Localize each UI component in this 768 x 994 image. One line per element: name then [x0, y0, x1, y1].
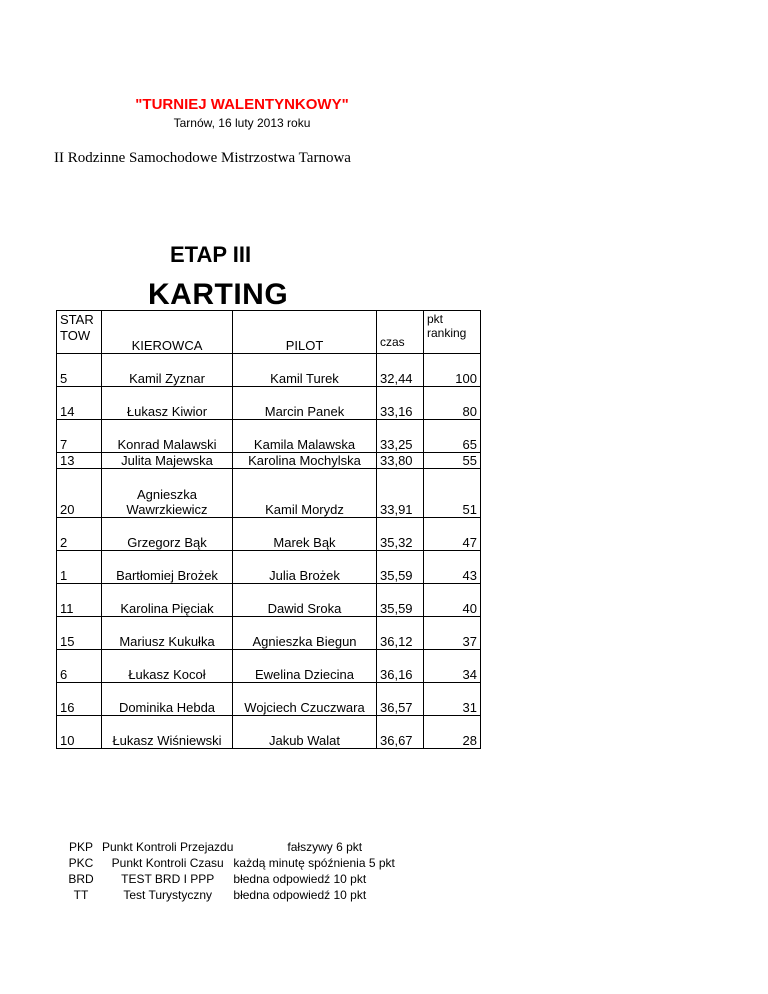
- cell-pilot: Julia Brożek: [233, 551, 377, 584]
- header-start: [57, 311, 102, 354]
- legend-penalty: fałszywy 6 pkt: [287, 840, 363, 854]
- cell-start: 11: [57, 584, 102, 617]
- legend-row: [60, 839, 462, 855]
- cell-time: 33,25: [377, 420, 424, 453]
- cell-time: 35,59: [377, 551, 424, 584]
- cell-points: 28: [424, 716, 481, 749]
- cell-start: 10: [57, 716, 102, 749]
- event-heading: KARTING: [148, 278, 289, 311]
- cell-start: 2: [57, 518, 102, 551]
- cell-start: 13: [57, 453, 102, 469]
- cell-driver: Kamil Zyznar: [102, 354, 233, 387]
- cell-pilot: Marcin Panek: [233, 387, 377, 420]
- cell-pilot: Ewelina Dziecina: [233, 650, 377, 683]
- cell-start: 5: [57, 354, 102, 387]
- cell-points: 43: [424, 551, 481, 584]
- cell-driver: Bartłomiej Brożek: [102, 551, 233, 584]
- tournament-title: "TURNIEJ WALENTYNKOWY": [135, 96, 349, 113]
- cell-driver: Julita Majewska: [102, 453, 233, 469]
- cell-time: 33,16: [377, 387, 424, 420]
- header-pilot: PILOT: [233, 311, 377, 354]
- cell-time: 33,80: [377, 453, 424, 469]
- legend-code: PKP: [68, 840, 93, 854]
- legend-code: BRD: [68, 872, 94, 886]
- cell-time: 35,59: [377, 584, 424, 617]
- cell-points: 55: [424, 453, 481, 469]
- event-date-location: Tarnów, 16 luty 2013 roku: [173, 116, 311, 130]
- legend-penalty: każdą minutę spóźnienia 5 pkt: [233, 856, 395, 870]
- cell-pilot: Agnieszka Biegun: [233, 617, 377, 650]
- header-driver: KIEROWCA: [102, 311, 233, 354]
- legend-name: Test Turystyczny: [123, 888, 213, 902]
- cell-start: 14: [57, 387, 102, 420]
- cell-points: 100: [424, 354, 481, 387]
- championship-name: II Rodzinne Samochodowe Mistrzostwa Tarnowa: [54, 150, 351, 166]
- cell-points: 34: [424, 650, 481, 683]
- cell-points: 80: [424, 387, 481, 420]
- header-start-line2: TOW: [60, 328, 91, 343]
- legend-name: Punkt Kontroli Czasu: [111, 856, 224, 870]
- cell-pilot: Wojciech Czuczwara: [233, 683, 377, 716]
- cell-driver: Grzegorz Bąk: [102, 518, 233, 551]
- cell-pilot: Jakub Walat: [233, 716, 377, 749]
- cell-pilot: Dawid Sroka: [233, 584, 377, 617]
- header-points-line1: pkt: [427, 312, 444, 326]
- cell-points: 51: [424, 469, 481, 518]
- cell-driver: Łukasz Kocoł: [102, 650, 233, 683]
- cell-points: 37: [424, 617, 481, 650]
- cell-time: 36,67: [377, 716, 424, 749]
- cell-pilot: Kamil Turek: [233, 354, 377, 387]
- cell-driver: Mariusz Kukułka: [102, 617, 233, 650]
- legend-row: [60, 887, 462, 903]
- cell-start: 1: [57, 551, 102, 584]
- cell-time: 33,91: [377, 469, 424, 518]
- cell-time: 36,57: [377, 683, 424, 716]
- cell-driver: Łukasz Wiśniewski: [102, 716, 233, 749]
- cell-pilot: Marek Bąk: [233, 518, 377, 551]
- cell-start: 20: [57, 469, 102, 518]
- cell-start: 16: [57, 683, 102, 716]
- legend-name: TEST BRD I PPP: [121, 872, 215, 886]
- cell-points: 40: [424, 584, 481, 617]
- cell-driver: Łukasz Kiwior: [102, 387, 233, 420]
- header-time: czas: [377, 311, 424, 354]
- cell-driver: Agnieszka Wawrzkiewicz: [102, 469, 233, 518]
- penalty-legend: [60, 839, 462, 903]
- cell-driver: Karolina Pięciak: [102, 584, 233, 617]
- stage-heading: ETAP III: [170, 242, 252, 267]
- cell-points: 47: [424, 518, 481, 551]
- cell-start: 7: [57, 420, 102, 453]
- legend-penalty: błedna odpowiedź 10 pkt: [233, 872, 367, 886]
- legend-code: PKC: [68, 856, 94, 870]
- cell-driver: Konrad Malawski: [102, 420, 233, 453]
- header-points-line2: ranking: [427, 326, 467, 340]
- cell-time: 32,44: [377, 354, 424, 387]
- cell-time: 36,12: [377, 617, 424, 650]
- cell-points: 31: [424, 683, 481, 716]
- header-start-line1: STAR: [60, 312, 94, 327]
- legend-row: [60, 871, 462, 887]
- legend-code: TT: [73, 888, 89, 902]
- table-header-row: [57, 311, 481, 354]
- cell-time: 35,32: [377, 518, 424, 551]
- cell-time: 36,16: [377, 650, 424, 683]
- header-points: [424, 311, 481, 354]
- cell-pilot: Karolina Mochylska: [233, 453, 377, 469]
- legend-name: Punkt Kontroli Przejazdu: [102, 840, 234, 854]
- cell-start: 15: [57, 617, 102, 650]
- cell-driver: Dominika Hebda: [102, 683, 233, 716]
- cell-pilot: Kamil Morydz: [233, 469, 377, 518]
- legend-penalty: błedna odpowiedź 10 pkt: [233, 888, 367, 902]
- legend-row: [60, 855, 462, 871]
- results-table: [56, 310, 481, 749]
- cell-points: 65: [424, 420, 481, 453]
- cell-start: 6: [57, 650, 102, 683]
- cell-pilot: Kamila Malawska: [233, 420, 377, 453]
